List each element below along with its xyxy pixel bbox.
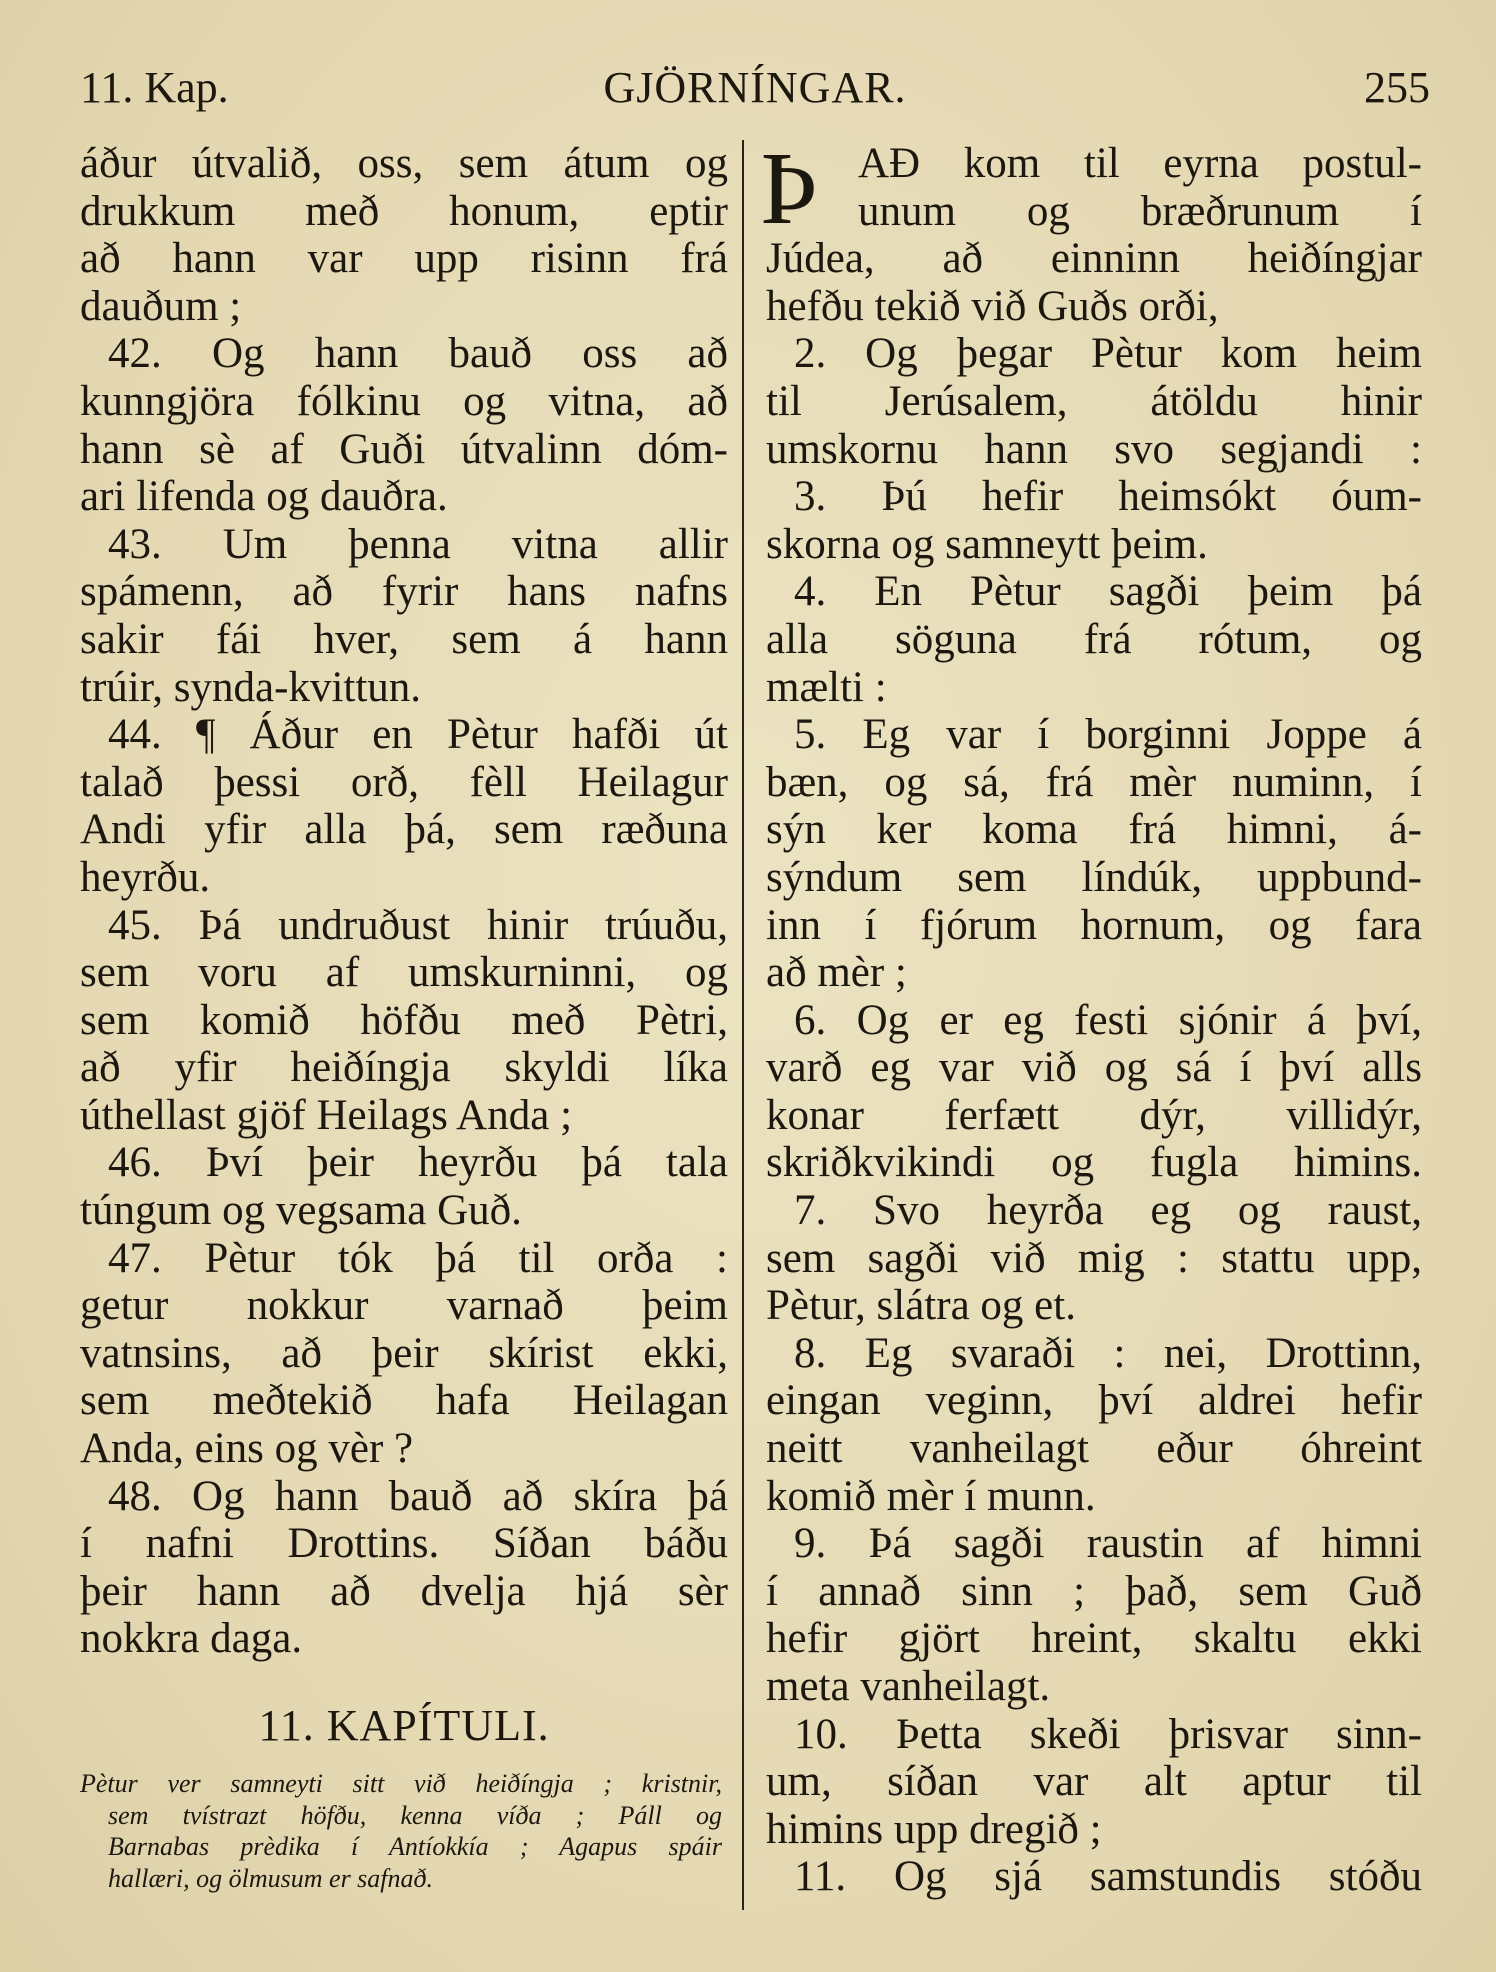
text-line: umskornu hann svo segjandi :: [766, 425, 1422, 473]
verse-start-line: 48. Og hann bauð að skíra þá: [108, 1472, 728, 1520]
text-line: sem meðtekið hafa Heilagan: [80, 1377, 728, 1425]
verse-start-line: 9. Þá sagði raustin af himni: [794, 1520, 1422, 1568]
running-header: [80, 62, 1430, 122]
verse-start-line: 2. Og þegar Pètur kom heim: [794, 330, 1422, 378]
verse-start-line: 43. Um þenna vitna allir: [108, 520, 728, 568]
text-line: sýn ker koma frá himni, á-: [766, 806, 1422, 854]
verse-start-line: 46. Því þeir heyrðu þá tala: [108, 1139, 728, 1187]
text-line: vatnsins, að þeir skírist ekki,: [80, 1329, 728, 1377]
text-line: þeir hann að dvelja hjá sèr: [80, 1567, 728, 1615]
text-line: neitt vanheilagt eður óhreint: [766, 1425, 1422, 1473]
text-line: AÐ kom til eyrna postul-: [858, 140, 1422, 187]
text-line: sem sagði við mig : stattu upp,: [766, 1234, 1422, 1282]
text-line: hefir gjört hreint, skaltu ekki: [766, 1615, 1422, 1663]
text-line: túngum og vegsama Guð.: [80, 1187, 522, 1235]
verse-start-line: 47. Pètur tók þá til orða :: [108, 1234, 728, 1282]
chapter-heading: 11. KAPÍTULI.: [258, 1701, 550, 1750]
text-line: nokkra daga.: [80, 1615, 303, 1663]
verse-start-line: 7. Svo heyrða eg og raust,: [794, 1187, 1422, 1235]
text-line: himins upp dregið ;: [766, 1805, 1102, 1853]
text-line: sakir fái hver, sem á hann: [80, 615, 728, 663]
text-line: unum og bræðrunum í: [858, 187, 1422, 235]
text-line: heyrðu.: [80, 853, 211, 901]
text-line: að mèr ;: [766, 949, 907, 997]
text-line: meta vanheilagt.: [766, 1663, 1051, 1710]
text-line: spámenn, að fyrir hans nafns: [80, 568, 728, 616]
verse-start-line: 5. Eg var í borginni Joppe á: [794, 711, 1422, 759]
chapter-summary: [80, 1768, 722, 1894]
text-line: áður útvalið, oss, sem átum og: [80, 140, 728, 187]
text-line: úthellast gjöf Heilags Anda ;: [80, 1091, 573, 1139]
summary-line: hallæri, og ölmusum er safnað.: [108, 1863, 434, 1893]
text-line: bæn, og sá, frá mèr numinn, í: [766, 758, 1422, 806]
page-number: 255: [1364, 63, 1430, 112]
text-line: getur nokkur varnað þeim: [80, 1282, 728, 1330]
text-line: drukkum með honum, eptir: [80, 187, 728, 235]
text-line: sýndum sem líndúk, uppbund-: [766, 853, 1422, 901]
text-line: Andi yfir alla þá, sem ræðuna: [80, 806, 728, 854]
text-line: að hann var upp risinn frá: [80, 235, 728, 283]
verse-start-line: 6. Og er eg festi sjónir á því,: [794, 996, 1422, 1044]
book-title: GJÖRNÍNGAR.: [603, 63, 907, 112]
drop-cap: Þ: [760, 131, 818, 246]
verse-start-line: 8. Eg svaraði : nei, Drottinn,: [794, 1329, 1422, 1377]
text-line: að yfir heiðíngja skyldi líka: [80, 1044, 728, 1092]
text-line: kunngjöra fólkinu og vitna, að: [80, 377, 728, 425]
text-line: eingan veginn, því aldrei hefir: [766, 1377, 1422, 1425]
text-line: sem komið höfðu með Pètri,: [80, 996, 728, 1044]
text-line: trúir, synda-kvittun.: [80, 663, 422, 711]
text-line: konar ferfætt dýr, villidýr,: [766, 1091, 1422, 1139]
text-line: um, síðan var alt aptur til: [766, 1758, 1422, 1806]
text-line: Anda, eins og vèr ?: [80, 1425, 414, 1473]
text-line: Pètur, slátra og et.: [766, 1282, 1076, 1330]
verse-start-line: 10. Þetta skeði þrisvar sinn-: [794, 1710, 1422, 1758]
text-line: til Jerúsalem, átöldu hinir: [766, 377, 1422, 425]
summary-line: Barnabas prèdika í Antíokkía ; Agapus spáir: [108, 1832, 722, 1861]
text-line: Júdea, að einninn heiðíngjar: [766, 235, 1422, 283]
text-line: dauðum ;: [80, 282, 242, 330]
chapter-opening: [760, 131, 1422, 246]
text-line: hefðu tekið við Guðs orði,: [766, 282, 1219, 330]
summary-line: Pètur ver samneyti sitt við heiðíngja ; kristnir,: [80, 1769, 722, 1798]
text-line: sem voru af umskurninni, og: [80, 949, 728, 997]
text-line: skriðkvikindi og fugla himins.: [766, 1139, 1422, 1187]
verse-start-line: 45. Þá undruðust hinir trúuðu,: [108, 901, 728, 949]
verse-start-line: 44. ¶ Áður en Pètur hafði út: [108, 711, 728, 759]
summary-line: sem tvístrazt höfðu, kenna víða ; Páll og: [108, 1800, 722, 1830]
verse-start-line: 3. Þú hefir heimsókt óum-: [794, 473, 1422, 521]
column-divider: [742, 140, 744, 1910]
text-line: varð eg var við og sá í því alls: [766, 1044, 1422, 1092]
verse-start-line: 4. En Pètur sagði þeim þá: [794, 568, 1422, 616]
text-line: í annað sinn ; það, sem Guð: [766, 1567, 1422, 1615]
text-line: mælti :: [766, 663, 887, 711]
chapter-reference: 11. Kap.: [80, 63, 229, 112]
text-line: alla söguna frá rótum, og: [766, 615, 1422, 663]
text-line: komið mèr í munn.: [766, 1472, 1096, 1520]
text-line: inn í fjórum hornum, og fara: [766, 901, 1422, 949]
text-line: skorna og samneytt þeim.: [766, 520, 1208, 568]
left-column: [80, 140, 728, 1663]
verse-start-line: 42. Og hann bauð oss að: [108, 330, 728, 378]
text-line: hann sè af Guði útvalinn dóm-: [80, 425, 728, 473]
right-column: [760, 131, 1422, 1901]
verse-start-line: 11. Og sjá samstundis stóðu: [794, 1853, 1422, 1901]
text-line: ari lifenda og dauðra.: [80, 473, 448, 521]
text-line: í nafni Drottins. Síðan báðu: [80, 1520, 728, 1568]
text-line: talað þessi orð, fèll Heilagur: [80, 758, 728, 806]
